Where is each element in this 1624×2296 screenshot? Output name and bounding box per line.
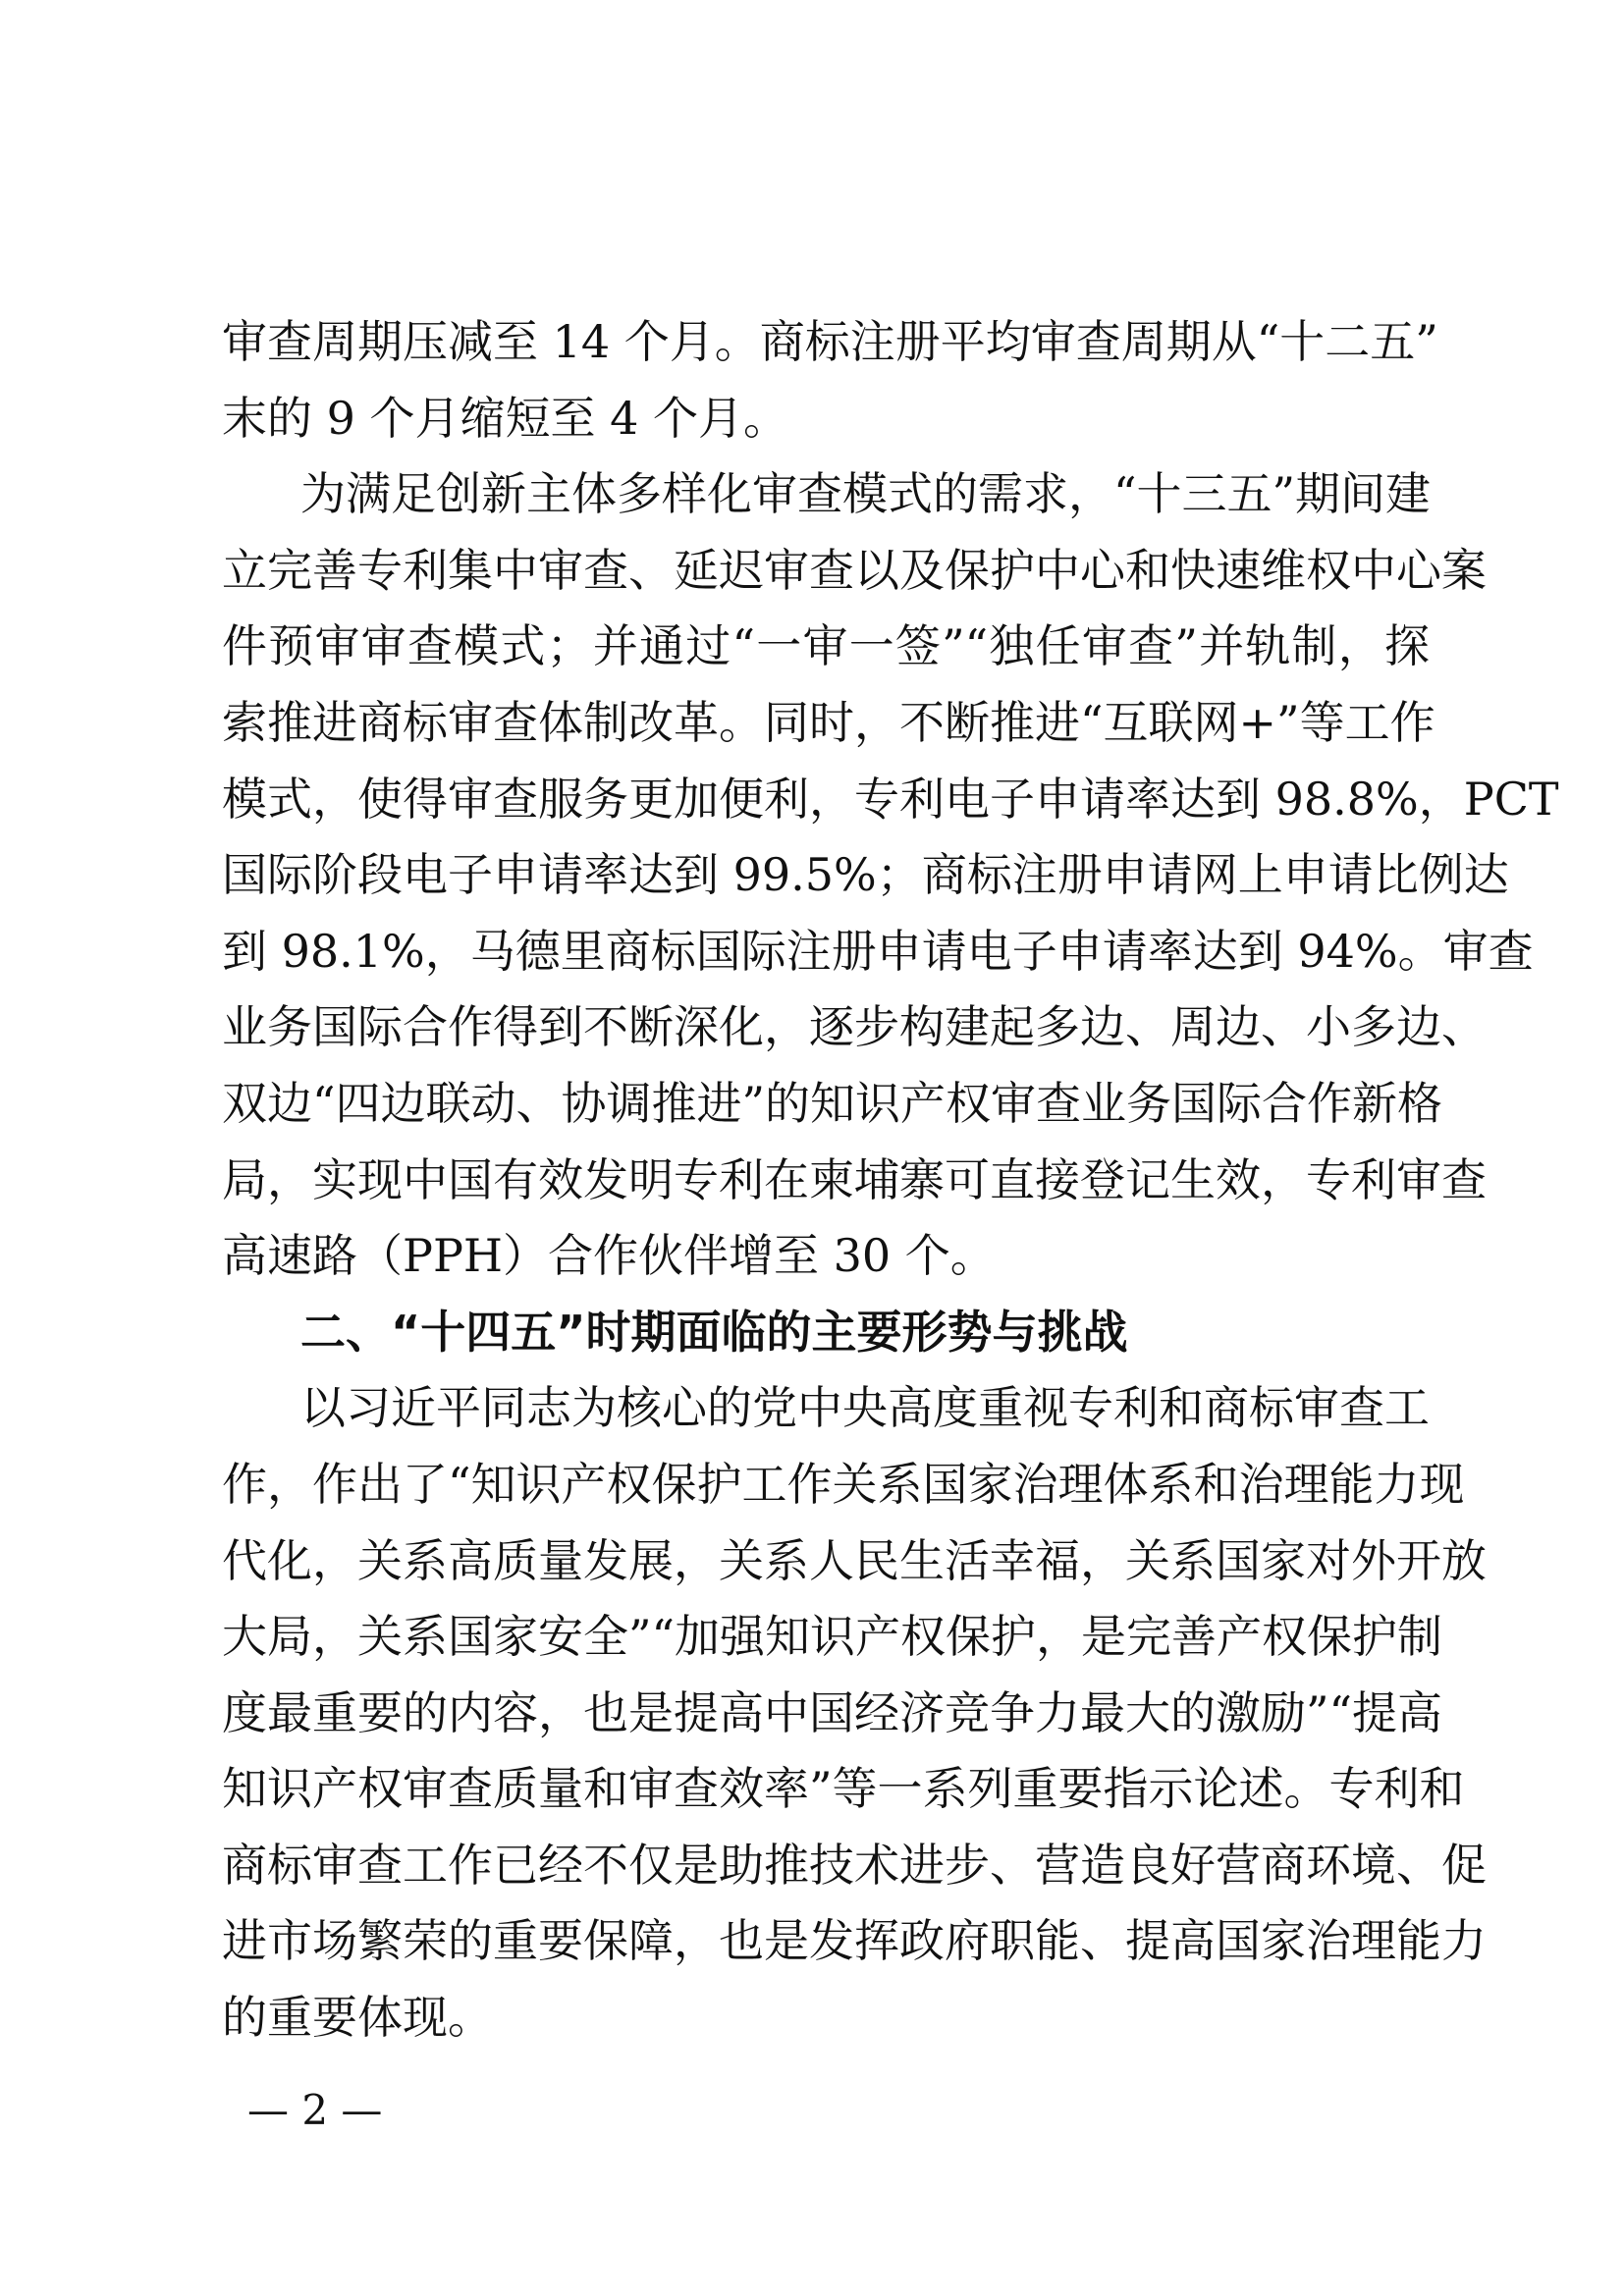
text-line: 大局，关系国家安全”“加强知识产权保护，是完善产权保护制 <box>222 1610 1443 1664</box>
text-line: 以习近平同志为核心的党中央高度重视专利和商标审查工 <box>300 1381 1430 1435</box>
text-line: 度最重要的内容，也是提高中国经济竞争力最大的激励”“提高 <box>222 1685 1443 1739</box>
text-line: 局，实现中国有效发明专利在柬埔寨可直接登记生效，专利审查 <box>222 1152 1487 1206</box>
text-line: 审查周期压减至 14 个月。商标注册平均审查周期从“十二五” <box>222 315 1438 368</box>
text-line: 末的 9 个月缩短至 4 个月。 <box>222 391 789 445</box>
document-body <box>222 304 1559 2056</box>
text-line: 双边“四边联动、协调推进”的知识产权审查业务国际合作新格 <box>222 1076 1443 1130</box>
text-line: 立完善专利集中审查、延迟审查以及保护中心和快速维权中心案 <box>222 543 1487 597</box>
text-line: 件预审审查模式；并通过“一审一签”“独任审查”并轨制，探 <box>222 619 1430 673</box>
text-line: 业务国际合作得到不断深化，逐步构建起多边、周边、小多边、 <box>222 1000 1487 1054</box>
text-line: 代化，关系高质量发展，关系人民生活幸福，关系国家对外开放 <box>222 1533 1487 1587</box>
text-line: 索推进商标审查体制改革。同时，不断推进“互联网+”等工作 <box>222 695 1435 749</box>
text-line: 模式，使得审查服务更加便利，专利电子申请率达到 98.8%，PCT <box>222 772 1559 826</box>
page-number: — 2 — <box>247 2086 383 2134</box>
text-line: 的重要体现。 <box>222 1991 493 2045</box>
text-line: 国际阶段电子申请率达到 99.5%；商标注册申请网上申请比例达 <box>222 848 1509 902</box>
text-line: 到 98.1%，马德里商标国际注册申请电子申请率达到 94%。审查 <box>222 924 1534 978</box>
text-line: 知识产权审查质量和审查效率”等一系列重要指示论述。专利和 <box>222 1762 1465 1816</box>
text-line: 作，作出了“知识产权保护工作关系国家治理体系和治理能力现 <box>222 1457 1465 1511</box>
text-line: 商标审查工作已经不仅是助推技术进步、营造良好营商环境、促 <box>222 1838 1487 1892</box>
section-heading: 二、“十四五”时期面临的主要形势与挑战 <box>300 1305 1128 1359</box>
text-line: 进市场繁荣的重要保障，也是发挥政府职能、提高国家治理能力 <box>222 1914 1487 1968</box>
text-line: 为满足创新主体多样化审查模式的需求，“十三五”期间建 <box>300 467 1432 521</box>
text-line: 高速路（PPH）合作伙伴增至 30 个。 <box>222 1229 996 1283</box>
